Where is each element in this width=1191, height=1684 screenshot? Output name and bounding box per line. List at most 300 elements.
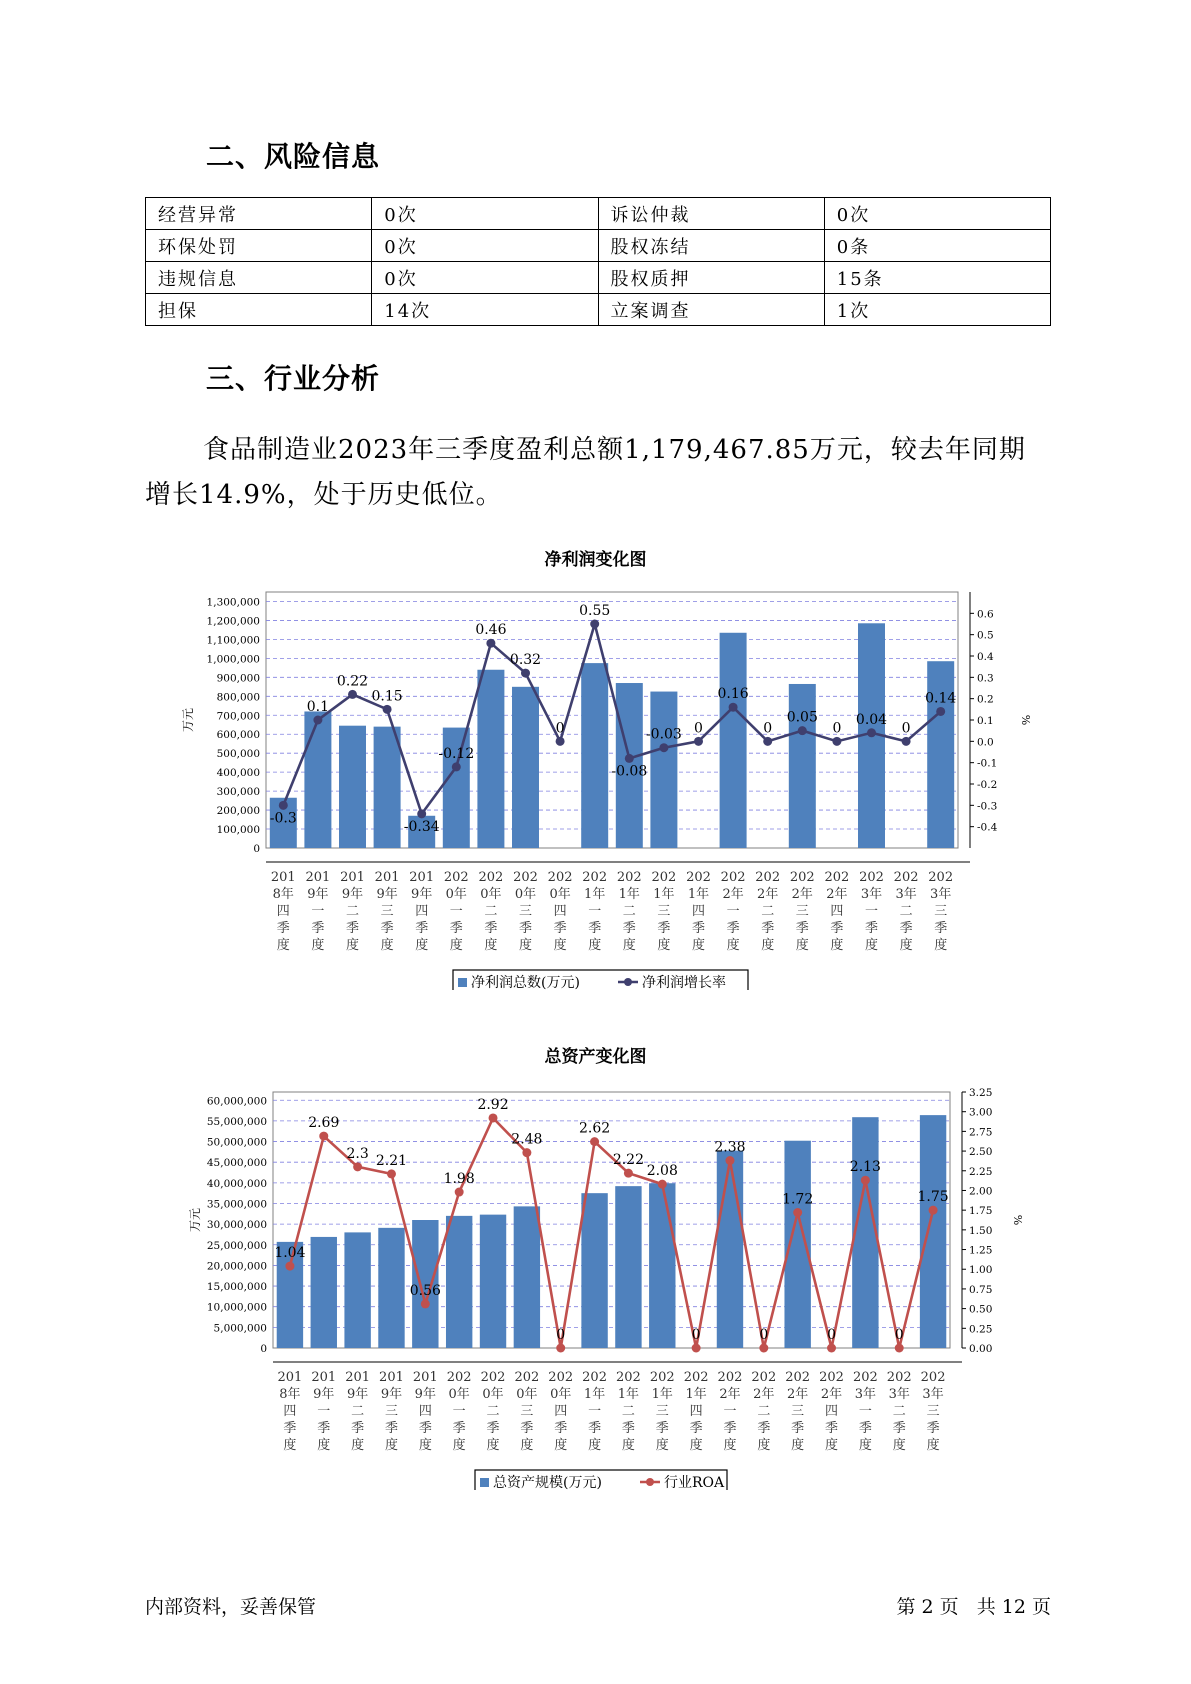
x-tick-label: 202 — [920, 1370, 946, 1385]
y2-tick-label: -0.2 — [977, 779, 998, 791]
x-tick-label: 度 — [380, 938, 394, 953]
y-tick-label: 700,000 — [216, 710, 260, 723]
legend-line-label: 净利润增长率 — [642, 975, 726, 990]
x-tick-label: 202 — [720, 870, 746, 885]
line-point — [867, 728, 876, 737]
x-tick-label: 季 — [622, 921, 636, 936]
x-tick-label: 度 — [825, 1438, 839, 1453]
y-tick-label: 800,000 — [216, 691, 260, 704]
data-label: 0.32 — [509, 652, 542, 669]
x-tick-label: 0年 — [516, 1387, 538, 1402]
x-tick-label: 202 — [755, 870, 781, 885]
x-tick-label: 度 — [588, 1438, 602, 1453]
line-point — [313, 716, 322, 725]
x-tick-label: 季 — [726, 921, 740, 936]
x-tick-label: 季 — [283, 1421, 297, 1436]
risk-item-label: 环保处罚 — [146, 230, 372, 262]
x-tick-label: 2年 — [719, 1387, 741, 1402]
x-tick-label: 三 — [384, 1404, 398, 1419]
line-point — [522, 1148, 531, 1157]
x-tick-label: 季 — [723, 1421, 737, 1436]
x-tick-label: 202 — [616, 1370, 641, 1385]
data-label: -0.3 — [269, 810, 297, 827]
line-point — [759, 1344, 768, 1353]
x-tick-label: 202 — [789, 870, 815, 885]
x-tick-label: 季 — [380, 921, 394, 936]
data-label: -0.34 — [403, 818, 440, 835]
y-tick-label: 55,000,000 — [206, 1115, 267, 1128]
y-tick-label: 300,000 — [216, 786, 260, 799]
x-tick-label: 四 — [283, 1404, 297, 1419]
data-label: 0 — [555, 720, 565, 737]
y-tick-label: 1,000,000 — [206, 653, 260, 666]
y-tick-label: 50,000,000 — [206, 1136, 267, 1149]
legend-line-marker — [646, 1478, 654, 1486]
y-tick-label: 500,000 — [216, 748, 260, 761]
data-label: 0.14 — [925, 690, 957, 707]
data-label: 0.16 — [717, 686, 749, 703]
x-tick-label: 度 — [621, 1438, 635, 1453]
x-tick-label: 季 — [384, 1421, 398, 1436]
data-label: 2.13 — [849, 1159, 881, 1176]
x-tick-label: 度 — [858, 1438, 872, 1453]
footer-confidential-note: 内部资料，妥善保管 — [145, 1596, 317, 1618]
x-tick-label: 202 — [717, 1370, 743, 1385]
x-tick-label: 季 — [621, 1421, 635, 1436]
x-tick-label: 201 — [409, 870, 435, 885]
data-label: 0 — [901, 720, 911, 737]
y-tick-label: 10,000,000 — [206, 1301, 267, 1314]
x-tick-label: 2年 — [791, 887, 813, 902]
y-axis-label: 万元 — [188, 1207, 202, 1233]
risk-item-label: 担保 — [146, 294, 372, 326]
data-label: 0.55 — [579, 603, 611, 619]
line-point — [624, 1169, 633, 1178]
line-point — [590, 620, 599, 629]
x-tick-label: 度 — [864, 938, 879, 953]
x-tick-label: 一 — [858, 1404, 872, 1419]
bar — [378, 1228, 404, 1348]
x-tick-label: 度 — [791, 1438, 805, 1453]
x-tick-label: 202 — [582, 870, 608, 885]
y2-tick-label: 0.75 — [969, 1283, 993, 1296]
x-tick-label: 202 — [446, 1370, 472, 1385]
data-label: 2.92 — [477, 1096, 509, 1113]
bar — [920, 1115, 946, 1348]
y-tick-label: 5,000,000 — [213, 1322, 267, 1335]
data-label: 0 — [691, 1327, 701, 1343]
x-tick-label: 9年 — [414, 1387, 436, 1402]
x-tick-label: 度 — [689, 1438, 703, 1453]
line-point — [421, 1299, 430, 1308]
y2-tick-label: 0.6 — [977, 608, 994, 621]
data-label: 0.22 — [336, 673, 369, 690]
data-label: 2.22 — [612, 1152, 645, 1169]
line-point — [452, 762, 461, 771]
x-tick-label: 度 — [588, 938, 602, 953]
y-tick-label: 60,000,000 — [206, 1095, 267, 1108]
x-tick-label: 度 — [351, 1438, 365, 1453]
x-tick-label: 1年 — [685, 1387, 707, 1402]
x-tick-label: 2年 — [753, 1387, 775, 1402]
x-tick-label: 四 — [689, 1404, 703, 1419]
x-tick-label: 202 — [686, 870, 711, 885]
x-tick-label: 度 — [726, 938, 740, 953]
y2-tick-label: 2.00 — [969, 1185, 993, 1198]
risk-item-value: 15条 — [824, 262, 1050, 294]
x-tick-label: 四 — [825, 1404, 839, 1419]
line-point — [725, 1156, 734, 1165]
line-point — [556, 1344, 565, 1353]
line-point — [793, 1208, 802, 1217]
data-label: -0.03 — [645, 726, 682, 743]
x-tick-label: 季 — [934, 921, 948, 936]
data-label: 0 — [894, 1327, 904, 1343]
x-tick-label: 度 — [486, 1438, 500, 1453]
line-point — [590, 1137, 599, 1146]
x-tick-label: 季 — [484, 921, 498, 936]
y2-axis-label: % — [1019, 714, 1032, 726]
x-tick-label: 1年 — [618, 887, 640, 902]
x-tick-label: 二 — [351, 1404, 365, 1419]
x-tick-label: 四 — [418, 1404, 432, 1419]
line-point — [929, 1206, 938, 1215]
data-label: 1.04 — [274, 1245, 306, 1262]
y2-tick-label: 1.25 — [969, 1244, 993, 1257]
risk-item-label: 股权质押 — [598, 262, 824, 294]
x-tick-label: 202 — [819, 1370, 844, 1385]
x-tick-label: 度 — [830, 938, 844, 953]
x-tick-label: 度 — [934, 938, 948, 953]
x-tick-label: 度 — [657, 938, 671, 953]
line-point — [279, 801, 288, 810]
x-tick-label: 201 — [345, 1370, 371, 1385]
x-tick-label: 度 — [899, 938, 913, 953]
x-tick-label: 1年 — [583, 1387, 606, 1402]
x-tick-label: 季 — [415, 921, 429, 936]
x-tick-label: 202 — [928, 870, 954, 885]
x-tick-label: 9年 — [346, 1387, 369, 1402]
x-tick-label: 度 — [761, 938, 775, 953]
data-label: 0 — [694, 720, 703, 737]
risk-table-row — [146, 262, 1051, 294]
bar — [480, 1215, 506, 1348]
data-label: 1.98 — [443, 1171, 475, 1188]
line-point — [694, 737, 703, 746]
x-tick-label: 0年 — [482, 1387, 504, 1402]
line-point — [521, 669, 530, 678]
x-tick-label: 9年 — [313, 1387, 335, 1402]
x-tick-label: 二 — [484, 904, 498, 919]
risk-item-value: 1次 — [824, 294, 1050, 326]
line-point — [827, 1344, 836, 1353]
x-tick-label: 季 — [791, 1421, 805, 1436]
x-tick-label: 二 — [899, 904, 913, 919]
line-point — [285, 1262, 294, 1271]
x-tick-label: 季 — [486, 1421, 500, 1436]
x-tick-label: 季 — [588, 1421, 602, 1436]
bar — [374, 727, 401, 848]
x-tick-label: 度 — [520, 1438, 534, 1453]
x-tick-label: 度 — [484, 938, 498, 953]
x-tick-label: 3年 — [930, 887, 952, 902]
data-label: 0.56 — [409, 1282, 441, 1299]
risk-table-row — [146, 294, 1051, 326]
plot-area — [266, 592, 958, 848]
line-point — [902, 737, 911, 746]
x-tick-label: 8年 — [272, 887, 294, 902]
bar — [344, 1232, 370, 1348]
line-point — [387, 1169, 396, 1178]
y2-tick-label: 3.25 — [969, 1087, 993, 1099]
data-label: 2.3 — [346, 1145, 369, 1162]
risk-table-row — [146, 198, 1051, 230]
x-tick-label: 2年 — [722, 887, 744, 902]
line-point — [659, 743, 668, 752]
y2-tick-label: 0.50 — [969, 1303, 993, 1316]
risk-item-value: 0次 — [824, 198, 1050, 230]
data-label: 0 — [759, 1327, 769, 1343]
x-tick-label: 202 — [649, 1370, 675, 1385]
x-tick-label: 季 — [351, 1421, 365, 1436]
x-tick-label: 3年 — [895, 887, 917, 902]
x-tick-label: 1年 — [651, 1387, 673, 1402]
x-tick-label: 202 — [478, 870, 504, 885]
x-tick-label: 度 — [554, 1438, 568, 1453]
x-tick-label: 三 — [655, 1404, 669, 1419]
risk-item-value: 0次 — [372, 198, 598, 230]
line-point — [417, 809, 426, 818]
x-tick-label: 度 — [283, 1438, 297, 1453]
bar — [650, 692, 677, 848]
x-tick-label: 202 — [582, 1370, 607, 1385]
y-tick-label: 0 — [253, 843, 260, 855]
data-label: 2.62 — [578, 1120, 611, 1137]
x-tick-label: 季 — [452, 1421, 466, 1436]
y-tick-label: 900,000 — [216, 672, 260, 685]
x-tick-label: 202 — [547, 870, 573, 885]
x-tick-label: 一 — [864, 904, 879, 919]
x-tick-label: 2年 — [820, 1387, 843, 1402]
x-tick-label: 季 — [899, 921, 913, 936]
x-tick-label: 0年 — [549, 887, 571, 902]
data-label: 2.48 — [511, 1131, 543, 1148]
x-tick-label: 季 — [691, 921, 706, 936]
bar — [786, 684, 818, 848]
line-point — [798, 726, 807, 735]
x-tick-label: 一 — [588, 904, 602, 919]
legend-line-marker — [624, 978, 632, 986]
y-tick-label: 1,300,000 — [206, 596, 260, 609]
x-tick-label: 202 — [859, 870, 884, 885]
x-tick-label: 度 — [622, 938, 636, 953]
x-tick-label: 9年 — [307, 887, 329, 902]
risk-item-value: 14次 — [372, 294, 598, 326]
x-tick-label: 度 — [415, 938, 429, 953]
data-label: 2.69 — [308, 1115, 340, 1132]
y-tick-label: 1,200,000 — [206, 615, 260, 628]
line-point — [455, 1188, 464, 1197]
x-tick-label: 202 — [824, 870, 850, 885]
footer-page-number: 第 2 页 共 12 页 — [896, 1596, 1051, 1618]
x-tick-label: 3年 — [860, 887, 883, 902]
line-point — [832, 737, 841, 746]
x-tick-label: 四 — [554, 1404, 568, 1419]
bar — [581, 663, 608, 848]
risk-table-row — [146, 230, 1051, 262]
y2-tick-label: -0.1 — [977, 757, 998, 770]
x-tick-label: 度 — [795, 938, 809, 953]
total-assets-chart — [0, 1070, 1191, 1490]
x-tick-label: 季 — [588, 921, 602, 936]
bar — [512, 687, 539, 848]
line-point — [556, 737, 565, 746]
x-tick-label: 季 — [520, 1421, 534, 1436]
x-tick-label: 9年 — [411, 887, 433, 902]
data-label: 0 — [832, 720, 842, 737]
x-tick-label: 季 — [858, 1421, 872, 1436]
risk-item-label: 股权冻结 — [598, 230, 824, 262]
x-tick-label: 季 — [518, 921, 533, 936]
y-tick-label: 0 — [260, 1343, 267, 1355]
x-tick-label: 度 — [452, 1438, 466, 1453]
line-point — [936, 707, 945, 716]
data-label: 0.04 — [855, 711, 888, 728]
x-tick-label: 2年 — [787, 1387, 809, 1402]
legend-bar-label: 净利润总数(万元) — [471, 975, 580, 990]
x-tick-label: 度 — [276, 938, 290, 953]
x-tick-label: 季 — [926, 1421, 940, 1436]
data-label: -0.12 — [438, 745, 475, 762]
data-label: 2.08 — [646, 1163, 678, 1180]
x-tick-label: 季 — [795, 921, 809, 936]
line-point — [861, 1176, 870, 1185]
legend-bar-swatch — [458, 978, 467, 987]
x-tick-label: 202 — [514, 1370, 540, 1385]
line-point — [348, 690, 357, 699]
x-tick-label: 201 — [374, 870, 400, 885]
x-tick-label: 季 — [761, 921, 775, 936]
x-tick-label: 二 — [621, 1404, 635, 1419]
x-tick-label: 季 — [418, 1421, 432, 1436]
x-tick-label: 季 — [276, 921, 290, 936]
x-tick-label: 四 — [553, 904, 567, 919]
x-tick-label: 9年 — [380, 1387, 403, 1402]
bar — [514, 1206, 540, 1348]
data-label: 2.21 — [375, 1152, 408, 1169]
x-tick-label: 0年 — [550, 1387, 572, 1402]
x-tick-label: 三 — [380, 904, 394, 919]
line-point — [353, 1162, 362, 1171]
x-tick-label: 度 — [317, 1438, 331, 1453]
x-tick-label: 一 — [723, 1404, 737, 1419]
data-label: 0 — [556, 1327, 566, 1343]
x-tick-label: 季 — [655, 1421, 669, 1436]
x-tick-label: 四 — [276, 904, 290, 919]
x-tick-label: 三 — [926, 1404, 940, 1419]
y-tick-label: 100,000 — [216, 824, 260, 837]
y-tick-label: 20,000,000 — [206, 1260, 267, 1273]
line-point — [763, 737, 772, 746]
y2-tick-label: 1.50 — [969, 1224, 993, 1237]
x-tick-label: 季 — [554, 1421, 568, 1436]
plot-area — [273, 1092, 950, 1348]
y2-tick-label: -0.4 — [977, 821, 998, 834]
x-tick-label: 0年 — [480, 887, 502, 902]
section-3-title: 三、行业分析 — [206, 362, 381, 395]
x-tick-label: 二 — [622, 904, 636, 919]
x-tick-label: 度 — [553, 938, 567, 953]
x-tick-label: 202 — [893, 870, 919, 885]
bar — [717, 633, 749, 848]
x-tick-label: 9年 — [341, 887, 364, 902]
x-tick-label: 0年 — [514, 887, 537, 902]
x-tick-label: 度 — [757, 1438, 771, 1453]
y-axis-label: 万元 — [181, 707, 195, 733]
x-tick-label: 201 — [340, 870, 365, 885]
risk-item-label: 违规信息 — [146, 262, 372, 294]
x-tick-label: 201 — [379, 1370, 404, 1385]
x-tick-label: 0年 — [445, 887, 467, 902]
x-tick-label: 202 — [852, 1370, 878, 1385]
x-tick-label: 季 — [825, 1421, 839, 1436]
x-tick-label: 201 — [277, 1370, 303, 1385]
risk-info-table — [145, 197, 1051, 326]
x-tick-label: 一 — [449, 904, 463, 919]
x-tick-label: 季 — [757, 1421, 771, 1436]
data-label: 0.15 — [371, 688, 403, 705]
x-tick-label: 度 — [518, 938, 533, 953]
data-label: 1.75 — [917, 1189, 949, 1206]
x-tick-label: 季 — [345, 921, 360, 936]
x-tick-label: 二 — [486, 1404, 500, 1419]
x-tick-label: 202 — [651, 870, 677, 885]
line-point — [625, 754, 634, 763]
x-tick-label: 度 — [311, 938, 325, 953]
data-label: 1.72 — [782, 1191, 814, 1208]
risk-item-value: 0次 — [372, 230, 598, 262]
y-tick-label: 15,000,000 — [206, 1281, 267, 1294]
x-tick-label: 二 — [345, 904, 360, 919]
data-label: 0.46 — [475, 622, 507, 639]
y2-tick-label: 0.2 — [977, 693, 994, 706]
x-tick-label: 1年 — [617, 1387, 640, 1402]
risk-item-value: 0条 — [824, 230, 1050, 262]
x-tick-label: 2年 — [826, 887, 848, 902]
x-tick-label: 202 — [548, 1370, 574, 1385]
line-point — [486, 639, 495, 648]
line-point — [692, 1344, 701, 1353]
data-label: 0.05 — [786, 709, 818, 726]
x-tick-label: 201 — [412, 1370, 438, 1385]
bar — [615, 1186, 641, 1348]
bar — [649, 1183, 675, 1348]
x-tick-label: 0年 — [448, 1387, 470, 1402]
data-label: 0 — [827, 1327, 836, 1343]
x-tick-label: 202 — [443, 870, 469, 885]
x-tick-label: 二 — [757, 1404, 771, 1419]
x-tick-label: 度 — [892, 1438, 906, 1453]
x-tick-label: 季 — [689, 1421, 703, 1436]
data-label: 0 — [763, 720, 773, 737]
x-tick-label: 度 — [655, 1438, 669, 1453]
y2-tick-label: 2.50 — [969, 1146, 993, 1159]
y-tick-label: 1,100,000 — [206, 634, 260, 647]
x-tick-label: 一 — [588, 1404, 602, 1419]
legend-bar-label: 总资产规模(万元) — [493, 1475, 602, 1490]
y-tick-label: 30,000,000 — [206, 1219, 267, 1232]
x-tick-label: 201 — [311, 1370, 337, 1385]
